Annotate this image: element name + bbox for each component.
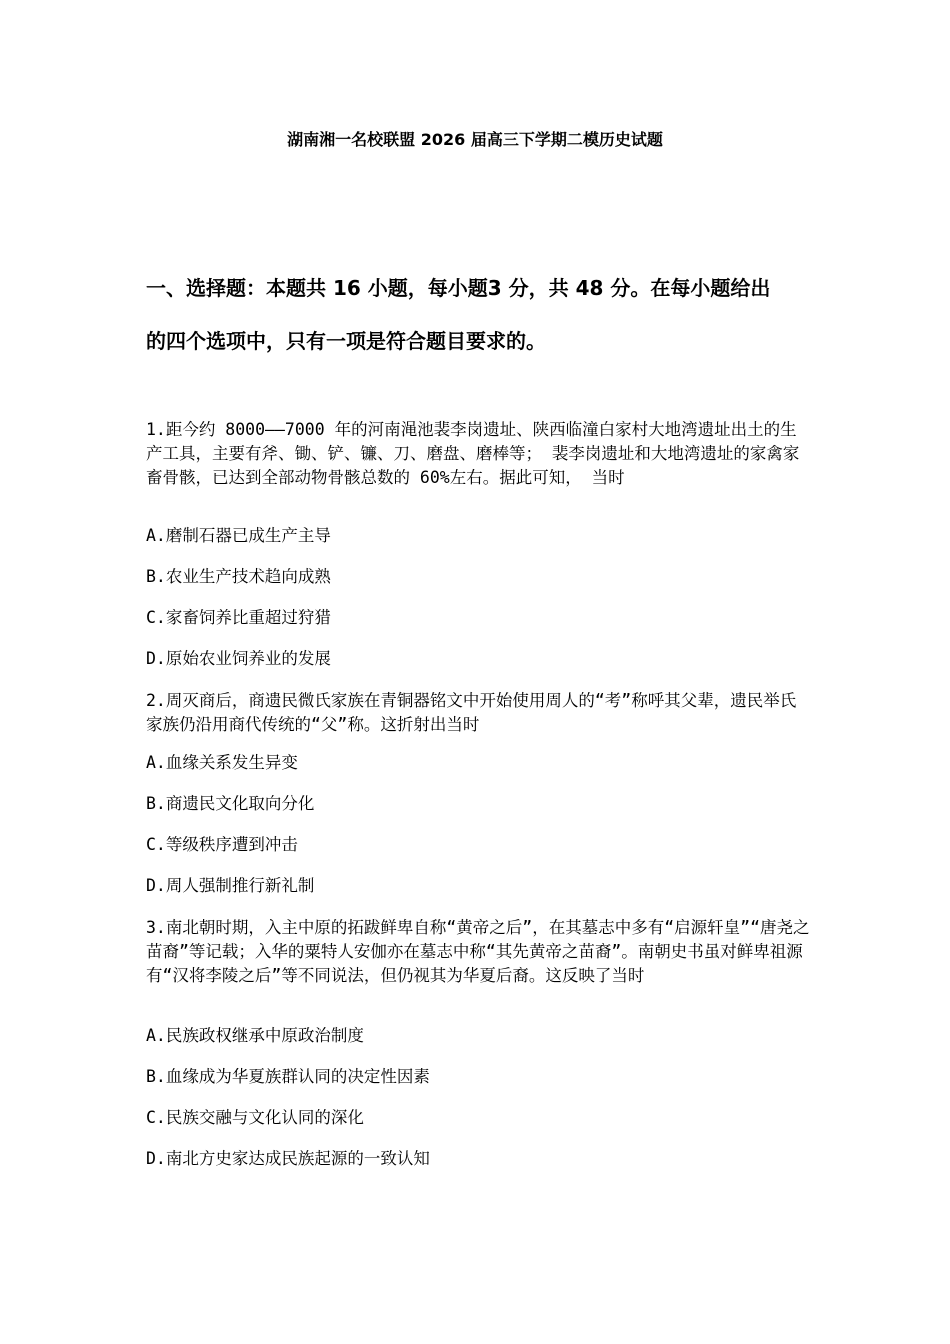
question-1-option-b: B.农业生产技术趋向成熟 [146, 567, 331, 586]
question-3-option-d: D.南北方史家达成民族起源的一致认知 [146, 1149, 430, 1168]
question-3-option-a: A.民族政权继承中原政治制度 [146, 1026, 364, 1045]
question-2-option-b: B.商遗民文化取向分化 [146, 794, 315, 813]
section-heading-line1: 一、选择题：本题共 16 小题，每小题3 分，共 48 分。在每小题给出 [146, 276, 771, 300]
question-2-stem: 2.周灭商后，商遗民微氏家族在青铜器铭文中开始使用周人的“考”称呼其父辈，遗民举氏家族仍沿用商代传统的“父”称。这折射出当时 [146, 691, 797, 734]
question-1-option-d: D.原始农业饲养业的发展 [146, 649, 331, 668]
question-2-option-c: C.等级秩序遭到冲击 [146, 835, 298, 854]
question-1-stem: 1.距今约 8000——7000 年的河南渑池裴李岗遗址、陕西临潼白家村大地湾遗址出土的生产工具，主要有斧、锄、铲、镰、刀、磨盘、磨棒等； 裴李岗遗址和大地湾遗址的家禽家畜骨骸，已达到全部动物骨骸总数的 60%左右。据此可知， 当时 [146, 420, 800, 487]
question-1-option-a: A.磨制石器已成生产主导 [146, 526, 331, 545]
question-3-option-b: B.血缘成为华夏族群认同的决定性因素 [146, 1067, 430, 1086]
document-title: 湖南湘一名校联盟 2026 届高三下学期二模历史试题 [287, 130, 663, 149]
question-3-option-c: C.民族交融与文化认同的深化 [146, 1108, 364, 1127]
section-heading-line2: 的四个选项中，只有一项是符合题目要求的。 [146, 329, 546, 353]
question-1-option-c: C.家畜饲养比重超过狩猎 [146, 608, 331, 627]
section-heading [146, 276, 816, 354]
question-2-option-d: D.周人强制推行新礼制 [146, 876, 315, 895]
question-2-option-a: A.血缘关系发生异变 [146, 753, 298, 772]
question-3-stem: 3.南北朝时期，入主中原的拓跋鲜卑自称“黄帝之后”，在其墓志中多有“启源轩皇”“唐尧之苗裔”等记载；入华的粟特人安伽亦在墓志中称“其先黄帝之苗裔”。南朝史书虽对鲜卑祖源有“汉将李陵之后”等不同说法，但仍视其为华夏后裔。这反映了当时 [146, 918, 810, 985]
